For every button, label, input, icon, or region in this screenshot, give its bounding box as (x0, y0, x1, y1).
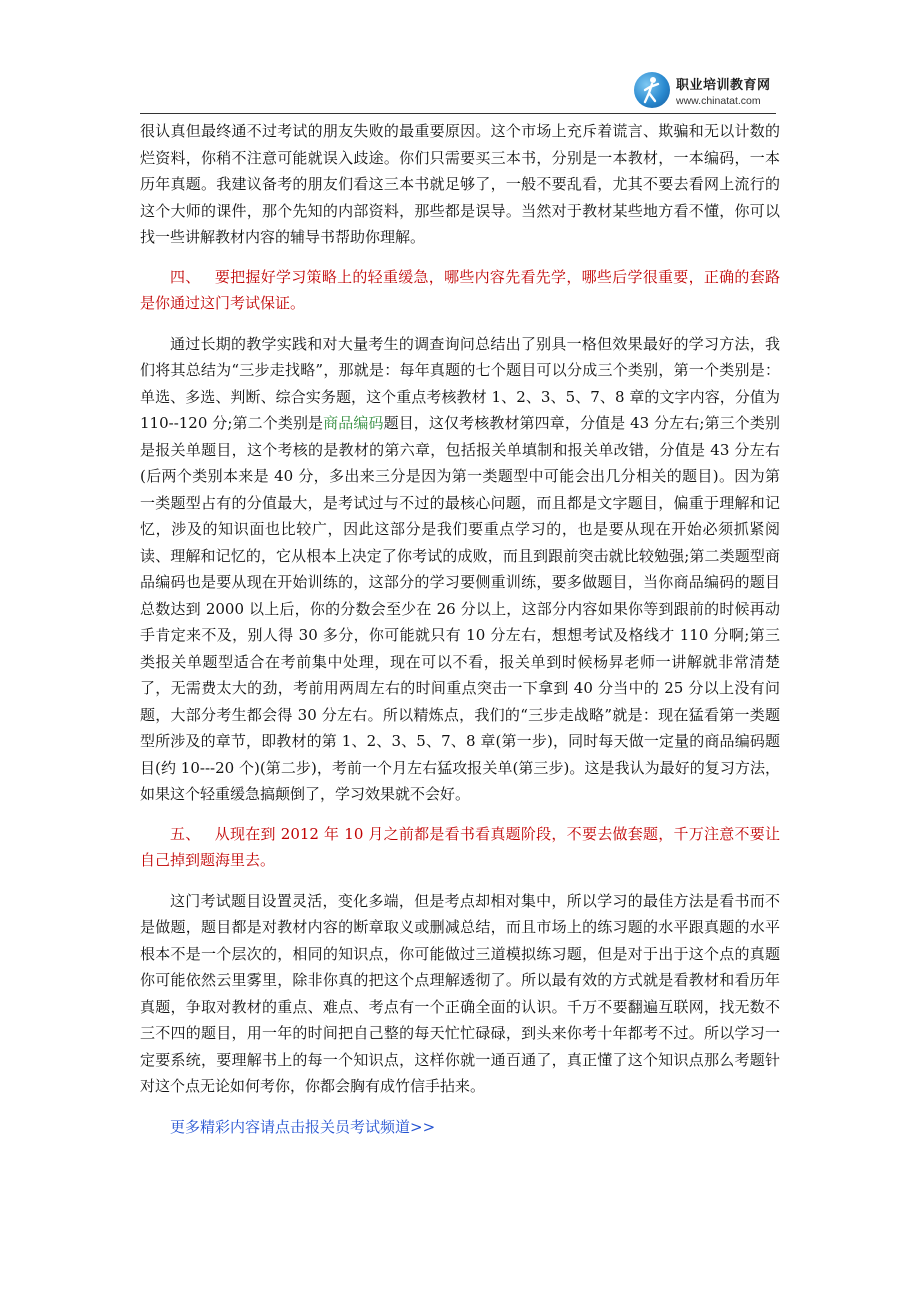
paragraph-method: 这门考试题目设置灵活，变化多端，但是考点却相对集中，所以学习的最佳方法是看书而不是做题，题目都是对教材内容的断章取义或删减总结，而且市场上的练习题的水平跟真题的水平根本不是一个层次的，相同的知识点，你可能做过三道模拟练习题，但是对于出于这个点的真题你可能依然云里雾里，除非你真的把这个点理解透彻了。所以最有效的方式就是看教材和看历年真题，争取对教材的重点、难点、考点有一个正确全面的认识。千万不要翻遍互联网，找无数不三不四的题目，用一年的时间把自己整的每天忙忙碌碌，到头来你考十年都考不过。所以学习一定要系统，要理解书上的每一个知识点，这样你就一通百通了，真正懂了这个知识点那么考题针对这个点无论如何考你，你都会胸有成竹信手拈来。 (140, 891, 780, 1095)
logo-text (676, 74, 771, 107)
paragraph-text: 题目，这仅考核教材第四章，分值是 43 分左右;第三个类别是报关单题目，这个考核的是教材的第六章，包括报关单填制和报关单改错，分值是 43 分左右(后两个类别本来是 40 分，多出来三分是因为第一类题型中可能会出几分相关的题目)。因为第一类题型占有的分值最大，是考试过与不过的最核心问题，而且都是文字题目，偏重于理解和记忆，涉及的知识面也比较广，因此这部分是我们要重点学习的，也是要从现在开始必须抓紧阅读、理解和记忆的，它从根本上决定了你考试的成败，而且到跟前突击就比较勉强;第二类题型商品编码也是要从现在开始训练的，这部分的学习要侧重训练，要多做题目，当你商品编码的题目总数达到 2000 以上后，你的分数会至少在 26 分以上，这部分内容如果你等到跟前的时候再动手肯定来不及，别人得 30 多分，你可能就只有 10 分左右，想想考试及格线才 110 分啊;第三类报关单题型适合在考前集中处理，现在可以不看，报关单到时候杨昇老师一讲解就非常清楚了，无需费太大的劲，考前用两周左右的时间重点突击一下拿到 40 分当中的 25 分以上没有问题，大部分考生都会得 30 分左右。所以精炼点，我们的“三步走战略”就是：现在猛看第一类题型所涉及的章节，即教材的第 1、2、3、5、7、8 章(第一步)，同时每天做一定量的商品编码题目(约 10---20 个)(第二步)，考前一个月左右猛攻报关单(第三步)。这是我认为最好的复习方法，如果这个轻重缓急搞颠倒了，学习效果就不会好。 (140, 414, 780, 803)
logo-figure (643, 76, 661, 104)
header-divider (140, 113, 776, 114)
article-body (140, 118, 780, 1140)
inline-link-hs-code[interactable]: 商品编码 (323, 414, 384, 432)
paragraph-text: 通过长期的教学实践和对大量考生的调查询问总结出了别具一格但效果最好的学习方法，我们将其总结为“三步走找略”，那就是：每年真题的七个题目可以分成三个类别，第一个类别是：单选、多选、判断、综合实务题，这个重点考核教材 1、2、3、5、7、8 章的文字内容，分值为 110--120 分;第二个类别是 (140, 334, 780, 432)
person-jumping-icon (634, 72, 670, 108)
paragraph-intro-continued: 很认真但最终通不过考试的朋友失败的最重要原因。这个市场上充斥着谎言、欺骗和无以计数的烂资料，你稍不注意可能就误入歧途。你们只需要买三本书，分别是一本教材，一本编码，一本历年真题。我建议备考的朋友们看这三本书就足够了，一般不要乱看，尤其不要去看网上流行的这个大师的课件，那个先知的内部资料，那些都是误导。当然对于教材某些地方看不懂，你可以找一些讲解教材内容的辅导书帮助你理解。 (140, 122, 780, 246)
section-heading-text: 从现在到 2012 年 10 月之前都是看书看真题阶段，不要去做套题，千万注意不要让自己掉到题海里去。 (140, 824, 780, 869)
page-header (0, 0, 920, 118)
section-number: 五、 (170, 824, 201, 843)
section-heading-4 (140, 264, 780, 317)
more-content-link[interactable]: 更多精彩内容请点击报关员考试频道>> (170, 1117, 436, 1136)
paragraph-strategy (140, 331, 780, 808)
section-heading-text: 要把握好学习策略上的轻重缓急，哪些内容先看先学，哪些后学很重要，正确的套路是你通过这门考试保证。 (140, 267, 780, 312)
section-number: 四、 (170, 267, 201, 286)
site-logo[interactable] (634, 72, 771, 108)
logo-name: 职业培训教育网 (676, 77, 771, 93)
logo-url: www.chinatat.com (676, 94, 761, 107)
section-heading-5 (140, 821, 780, 874)
